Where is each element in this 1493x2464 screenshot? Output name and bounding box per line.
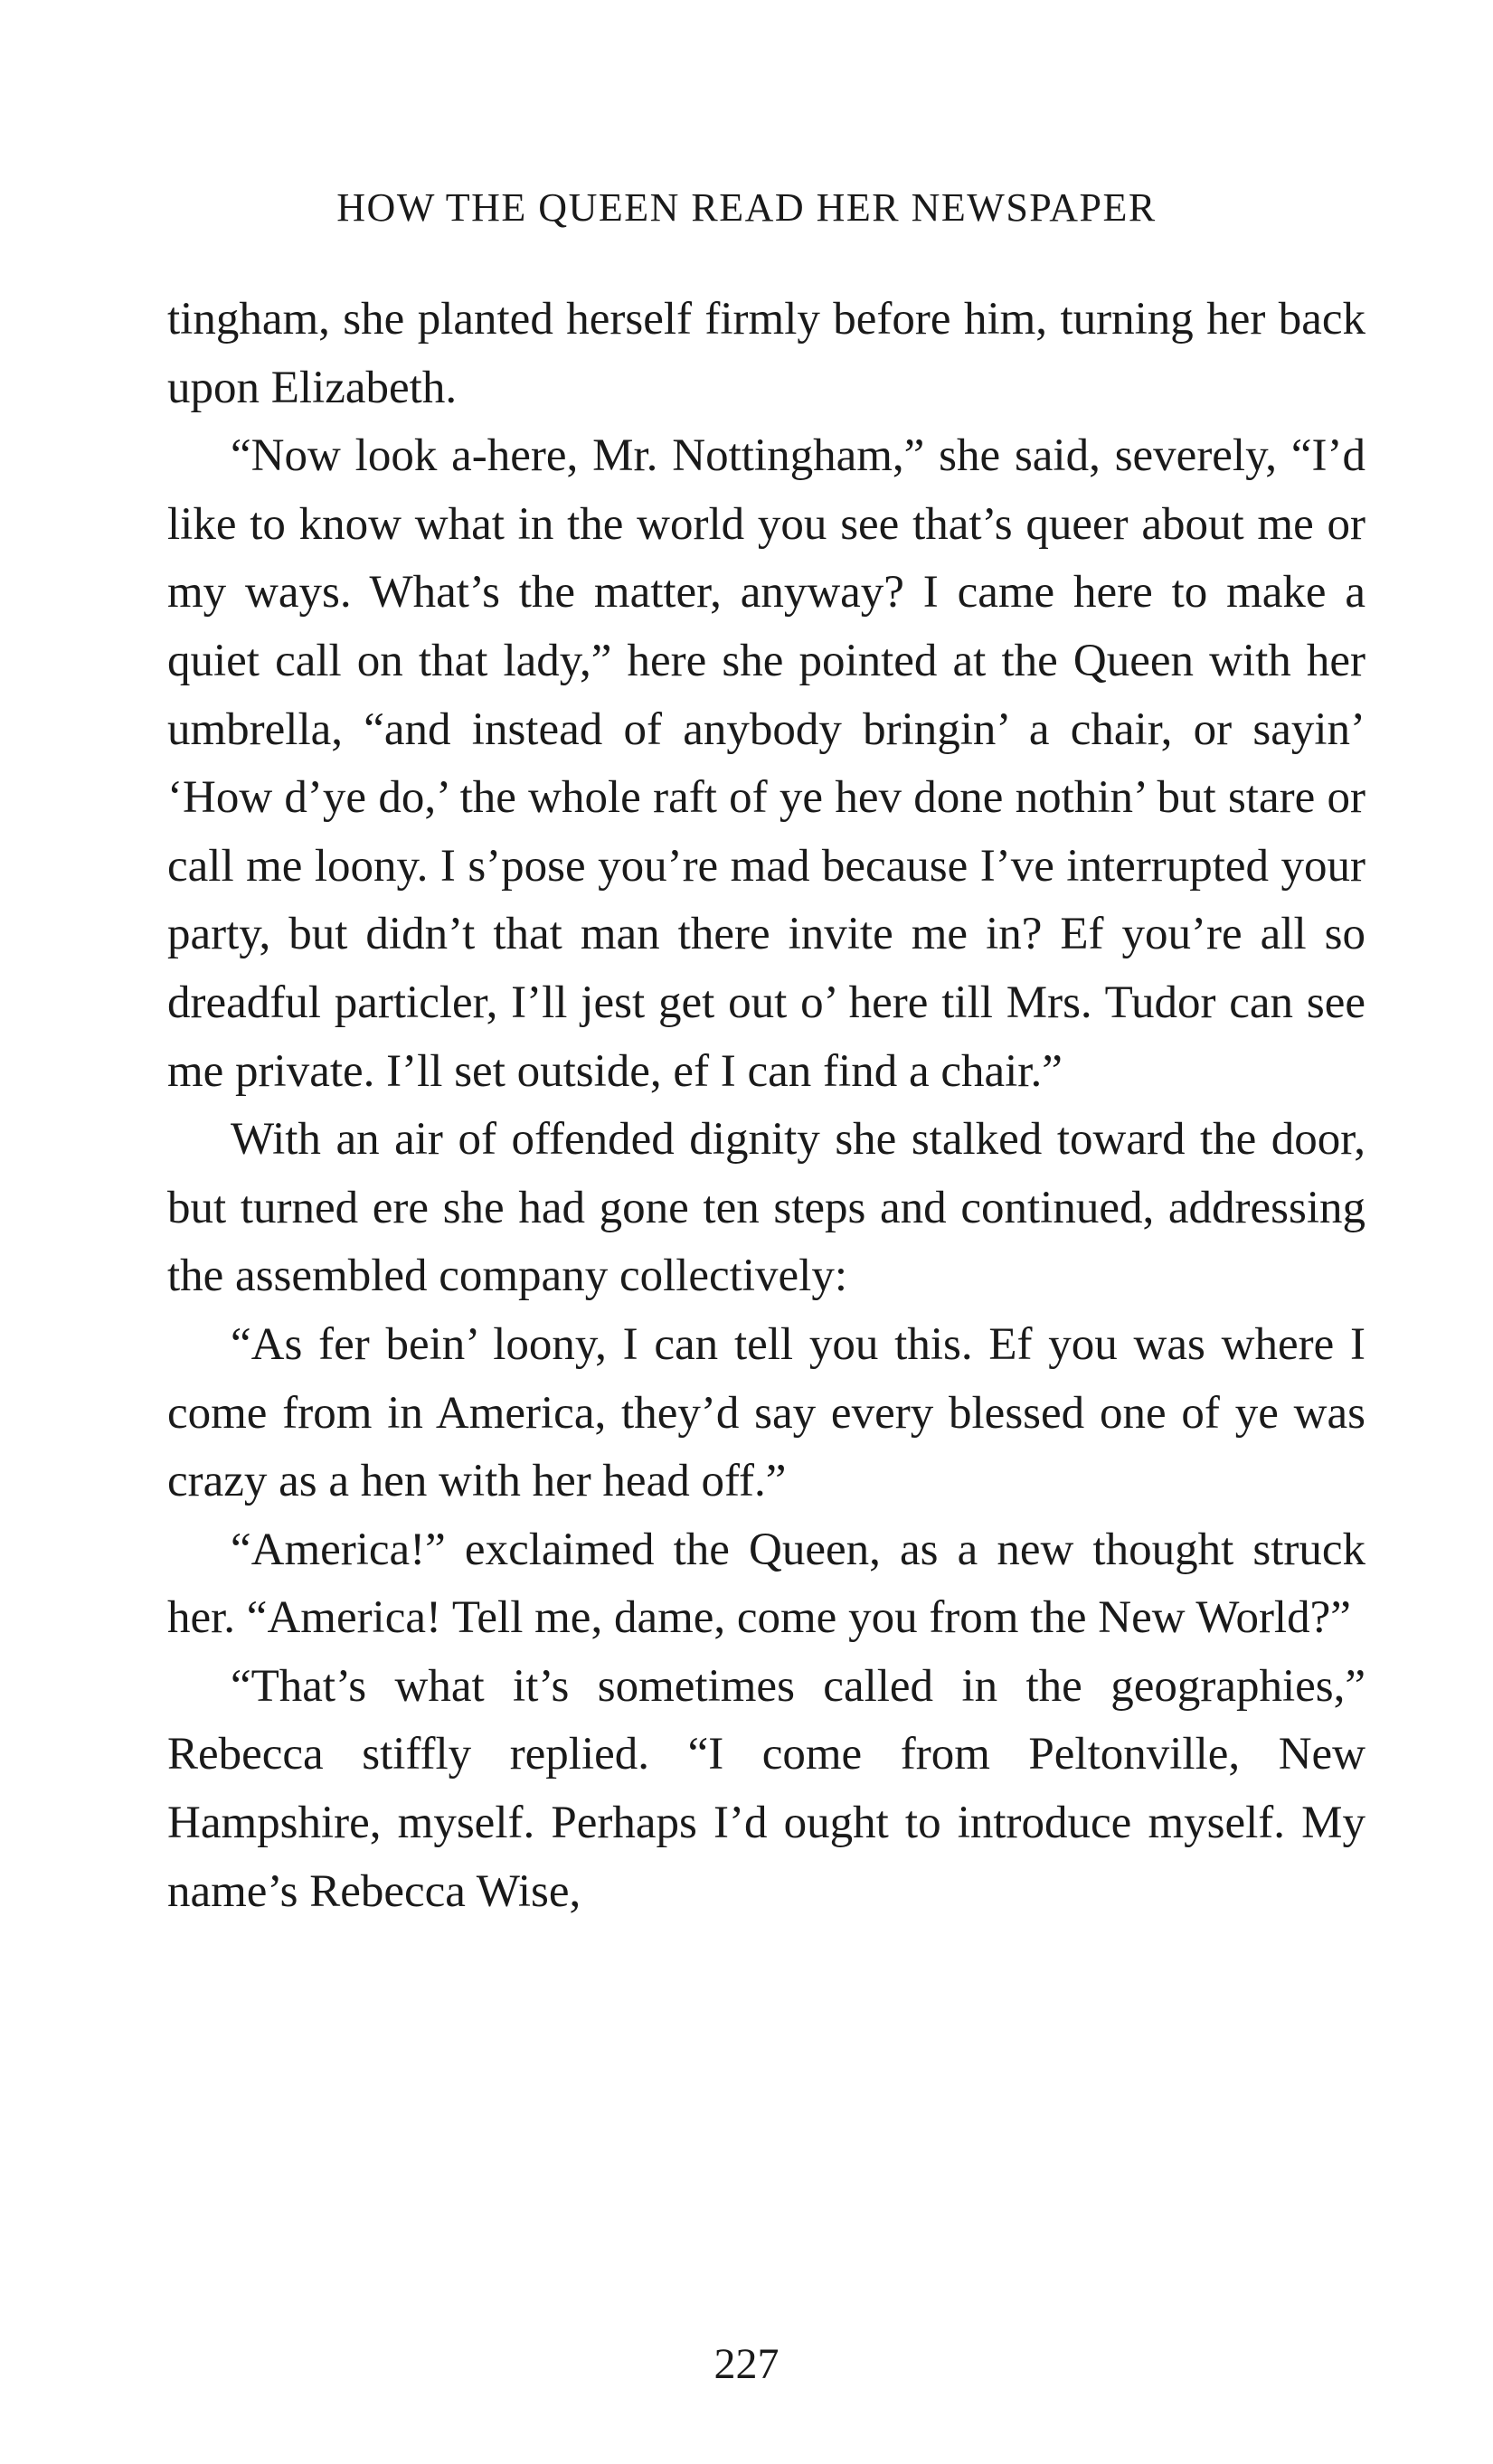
paragraph-narration-door: With an air of offended dignity she stalked toward the door, but turned ere she had gone ten steps and continued, addressing the assembled company collectively: [167, 1114, 1365, 1302]
body-text [167, 286, 1365, 1926]
paragraph-continuation: tingham, she planted herself firmly before him, turning her back upon Elizabeth. [167, 294, 1365, 413]
running-head: HOW THE QUEEN READ HER NEWSPAPER [336, 185, 1157, 230]
paragraph-rebecca-speech: “Now look a-here, Mr. Nottingham,” she said, severely, “I’d like to know what in the world you see that’s queer about me or my ways. What’s the matter, anyway? I came here to make a quiet call on that lady,” here she pointed at the Queen with her umbrella, “and instead of anybody bringin’ a chair, or sayin’ ‘How d’ye do,’ the whole raft of ye hev done nothin’ but stare or call me loony. I s’pose you’re mad because I’ve interrupted your party, but didn’t that man there invite me in? Ef you’re all so dreadful particler, I’ll jest get out o’ here till Mrs. Tudor can see me private. I’ll set outside, ef I can find a chair.” [167, 430, 1365, 1097]
paragraph-rebecca-intro: “That’s what it’s sometimes called in the geographies,” Rebecca stiffly replied. “I come from Peltonville, New Hampshire, myself. Perhaps I’d ought to introduce myself. My name’s Rebecca Wise, [167, 1660, 1365, 1917]
page-number: 227 [713, 2340, 780, 2388]
paragraph-queen-america: “America!” exclaimed the Queen, as a new thought struck her. “America! Tell me, dame, come you from the New World?” [167, 1524, 1365, 1644]
paragraph-loony-speech: “As fer bein’ loony, I can tell you this. Ef you was where I come from in America, they’d say every blessed one of ye was crazy as a hen with her head off.” [167, 1318, 1365, 1507]
